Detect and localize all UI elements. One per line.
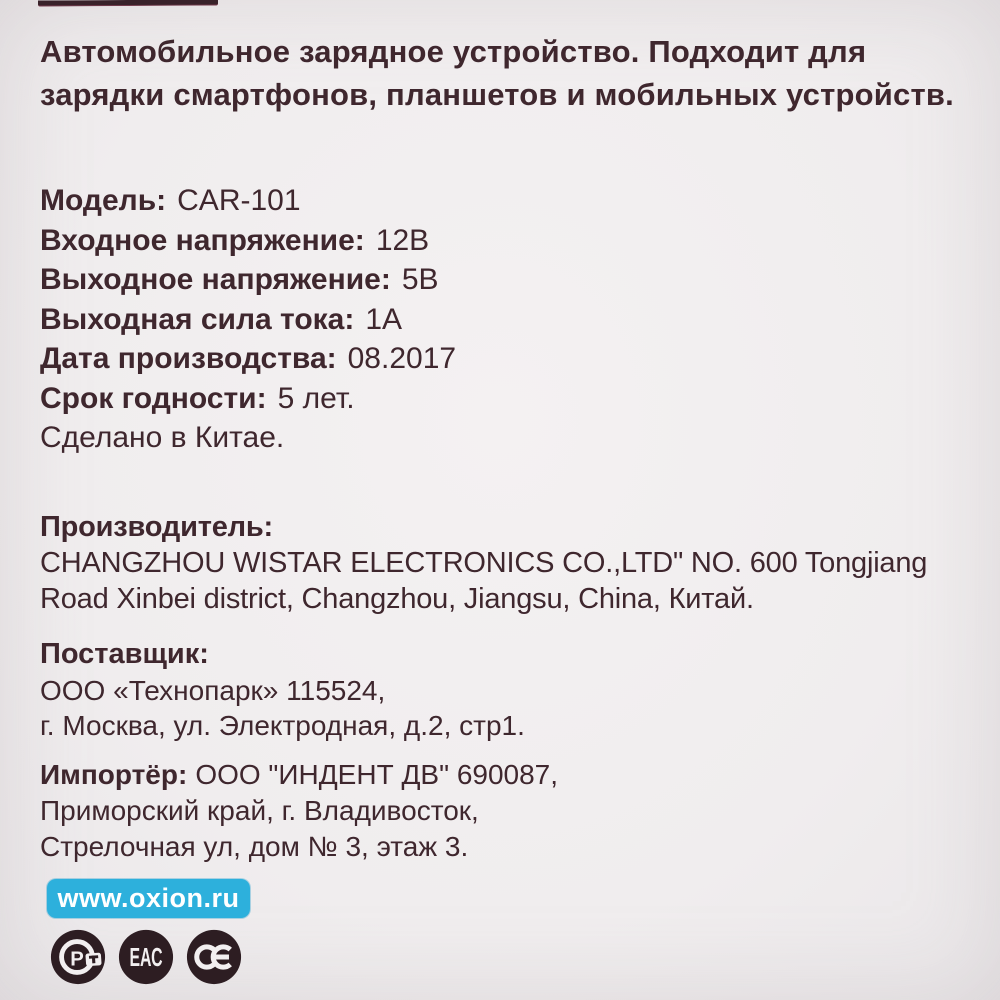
spec-label: Выходное напряжение: xyxy=(40,263,391,296)
spec-label: Срок годности: xyxy=(40,381,267,415)
supplier-title: Поставщик: xyxy=(40,638,209,670)
ce-certification-icon xyxy=(185,928,243,986)
spec-value: CAR-101 xyxy=(177,184,301,217)
importer-line xyxy=(40,757,970,793)
spec-row-model xyxy=(40,181,940,221)
description-line: зарядки смартфонов, планшетов и мобильных устройств. xyxy=(40,77,954,112)
importer-company: ООО "ИНДЕНТ ДВ" 690087, xyxy=(195,759,559,790)
supplier-line: ООО «Технопарк» 115524, xyxy=(40,674,386,706)
spec-value: 12В xyxy=(375,223,430,257)
spec-row-production-date xyxy=(40,339,940,379)
certification-marks xyxy=(49,928,243,986)
spec-label: Входное напряжение: xyxy=(40,223,365,257)
spec-value: Сделано в Китае. xyxy=(40,421,285,454)
spec-label: Модель: xyxy=(40,184,167,217)
importer-line: Стрелочная ул, дом № 3, этаж 3. xyxy=(40,831,469,862)
top-edge-bar xyxy=(38,0,218,7)
spec-row-output-current xyxy=(40,300,940,340)
spec-value: 1А xyxy=(365,302,403,336)
spec-row-made-in xyxy=(40,418,940,458)
product-description xyxy=(40,30,990,116)
importer-label: Импортёр: xyxy=(40,759,188,790)
manufacturer-title: Производитель: xyxy=(40,511,273,543)
supplier-line: г. Москва, ул. Электродная, д.2, стр1. xyxy=(40,710,525,741)
manufacturer-line: Road Xinbei district, Changzhou, Jiangsu, China, Китай. xyxy=(40,583,754,615)
rostest-certification-icon xyxy=(49,928,107,986)
spec-row-output-voltage xyxy=(40,260,940,300)
spec-label: Выходная сила тока: xyxy=(40,302,355,336)
importer-section xyxy=(40,757,970,865)
importer-line: Приморский край, г. Владивосток, xyxy=(40,795,479,826)
eac-text: ЕАС xyxy=(129,941,163,973)
eac-certification-icon xyxy=(117,928,175,986)
spec-row-input-voltage xyxy=(40,221,940,261)
spec-label: Дата производства: xyxy=(40,342,337,375)
manufacturer-section xyxy=(40,509,970,617)
website-badge xyxy=(47,879,250,918)
supplier-section xyxy=(40,637,970,744)
spec-value: 5В xyxy=(401,263,439,296)
spec-value: 5 лет. xyxy=(277,381,355,415)
website-url: www.oxion.ru xyxy=(57,883,240,913)
manufacturer-line: CHANGZHOU WISTAR ELECTRONICS CO.,LTD" NO. 600 Tongjiang xyxy=(40,547,928,579)
spec-value: 08.2017 xyxy=(347,342,457,375)
spec-row-shelf-life xyxy=(40,379,940,419)
svg-text:Р: Р xyxy=(70,948,84,971)
description-line: Автомобильное зарядное устройство. Подходит для xyxy=(40,34,867,69)
spec-list xyxy=(40,181,940,458)
